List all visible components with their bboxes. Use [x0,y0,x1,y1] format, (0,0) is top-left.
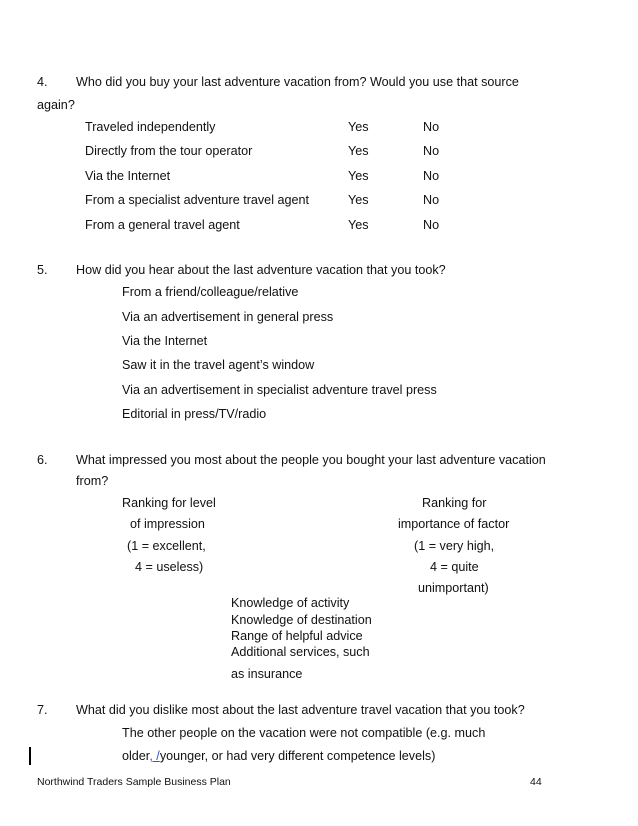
q6-right-heading: importance of factor [398,517,510,531]
q4-option-yes: Yes [348,218,369,232]
footer-title: Northwind Traders Sample Business Plan [37,776,231,788]
q4-option-yes: Yes [348,144,369,158]
question-7-number: 7. [37,703,48,717]
q4-option-yes: Yes [348,169,369,183]
q7-answer-older: older [122,749,150,763]
q4-option-no: No [423,218,440,232]
q6-factor: Knowledge of destination [231,613,372,627]
q6-left-heading: (1 = excellent, [127,539,206,553]
q4-option-no: No [423,144,440,158]
q5-option: Editorial in press/TV/radio [122,407,267,421]
question-5-number: 5. [37,263,48,277]
q4-option-yes: Yes [348,193,369,207]
q4-option-label: Directly from the tour operator [85,144,253,158]
q4-option-no: No [423,193,440,207]
page-number: 44 [530,776,542,788]
q6-factor: Knowledge of activity [231,596,350,610]
q4-option-no: No [423,169,440,183]
q6-right-heading: 4 = quite [430,560,479,574]
q4-option-no: No [423,120,440,134]
q6-factor: as insurance [231,667,303,681]
q6-factor: Range of helpful advice [231,629,363,643]
q4-option-label: From a specialist adventure travel agent [85,193,310,207]
q5-option: Saw it in the travel agent’s window [122,358,315,372]
q6-left-heading: Ranking for level [122,496,216,510]
q7-tracked-change-mark: , / [149,749,160,763]
question-6-text: What impressed you most about the people you bought your last adventure vacation [76,453,546,467]
q7-answer: The other people on the vacation were not compatible (e.g. much [122,726,486,740]
question-6-text-cont: from? [76,474,109,488]
q5-option: Via the Internet [122,334,208,348]
q5-option: Via an advertisement in general press [122,310,334,324]
q6-factor: Additional services, such [231,645,370,659]
q6-right-heading: Ranking for [422,496,487,510]
question-4-text: Who did you buy your last adventure vacation from? Would you use that source [76,75,519,89]
q7-answer-line2 [122,750,435,763]
question-6-number: 6. [37,453,48,467]
q6-right-heading: (1 = very high, [414,539,495,553]
question-4-text-cont: again? [37,98,75,112]
q6-right-heading: unimportant) [418,581,489,595]
question-5-text: How did you hear about the last adventure vacation that you took? [76,263,446,277]
q5-option: Via an advertisement in specialist adventure travel press [122,383,437,397]
q6-left-heading: 4 = useless) [135,560,204,574]
q4-option-label: Via the Internet [85,169,171,183]
change-bar [29,747,31,765]
q6-left-heading: of impression [130,517,205,531]
q5-option: From a friend/colleague/relative [122,285,299,299]
question-4-number: 4. [37,75,48,89]
q4-option-yes: Yes [348,120,369,134]
q4-option-label: Traveled independently [85,120,216,134]
q7-answer-rest: younger, or had very different competence levels) [159,749,436,763]
question-7-text: What did you dislike most about the last adventure travel vacation that you took? [76,703,525,717]
q4-option-label: From a general travel agent [85,218,240,232]
